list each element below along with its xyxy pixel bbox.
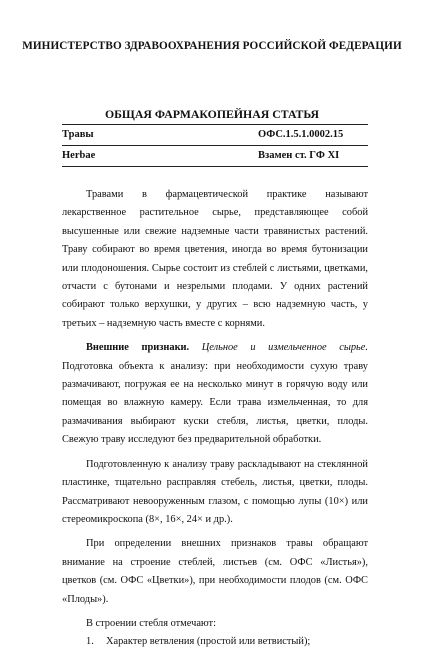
paragraph-observation: При определении внешних признаков травы обращают внимание на строение стеблей, листьев (см. ОФС «Листья»), цветков (см. ОФС «Цветки»), при необходимости плодов (см. ОФС «Плоды»). bbox=[62, 538, 368, 605]
info-code: ОФС.1.5.1.0002.15 bbox=[258, 129, 344, 140]
info-name-ru: Травы bbox=[62, 129, 94, 140]
section-subheading: Цельное и измельченное сырье. bbox=[201, 342, 368, 354]
section-heading: Внешние признаки. bbox=[86, 342, 190, 354]
ministry-heading: МИНИСТЕРСТВО ЗДРАВООХРАНЕНИЯ РОССИЙСКОЙ ФЕДЕРАЦИИ bbox=[22, 40, 402, 52]
paragraph-intro: Травами в фармацевтической практике называют лекарственное растительное сырье, представляющее собой высушенные или свежие надземные части травянистых растений. Траву собирают во время цветения, иногда во время бутонизации или плодоношения. Сырье состоит из стеблей с листьями, цветками, отчасти с бутонами и незрелыми плодами. У одних растений собирают только верхушки, у других – всю надземную часть, у третьих – надземную часть вместе с корнями. bbox=[62, 189, 368, 329]
paragraph-stem-intro: В строении стебля отмечают: bbox=[86, 617, 216, 629]
article-body bbox=[62, 186, 368, 652]
info-row bbox=[62, 145, 368, 167]
info-name-lat: Herbae bbox=[62, 150, 96, 161]
paragraph-external-signs bbox=[62, 339, 368, 449]
list-item bbox=[62, 633, 368, 651]
paragraph-preparation: Подготовленную к анализу траву раскладывают на стеклянной пластинке, тщательно расправляя стебель, листья, цветки, плоды. Рассматривают невооруженным глазом, с помощью лупы (10×) или стереомикроскопа (8×, 16×, 24× и др.). bbox=[62, 458, 368, 525]
list-number: 1. bbox=[86, 636, 94, 648]
list-text: Характер ветвления (простой или ветвистый); bbox=[106, 636, 311, 648]
paragraph-text: Подготовка объекта к анализу: при необходимости сухую траву размачивают, погружая ее на несколько минут в горячую воду или помещая во влажную камеру. Если трава измельченная, то для размачивания выбирают куски стебля, листья, цветки, плоды. Свежую траву исследуют без предварительной обработки. bbox=[62, 360, 368, 446]
info-row bbox=[62, 124, 368, 145]
article-title: ОБЩАЯ ФАРМАКОПЕЙНАЯ СТАТЬЯ bbox=[104, 107, 320, 121]
info-replaces: Взамен ст. ГФ XI bbox=[258, 150, 340, 161]
article-info-table bbox=[62, 124, 368, 167]
